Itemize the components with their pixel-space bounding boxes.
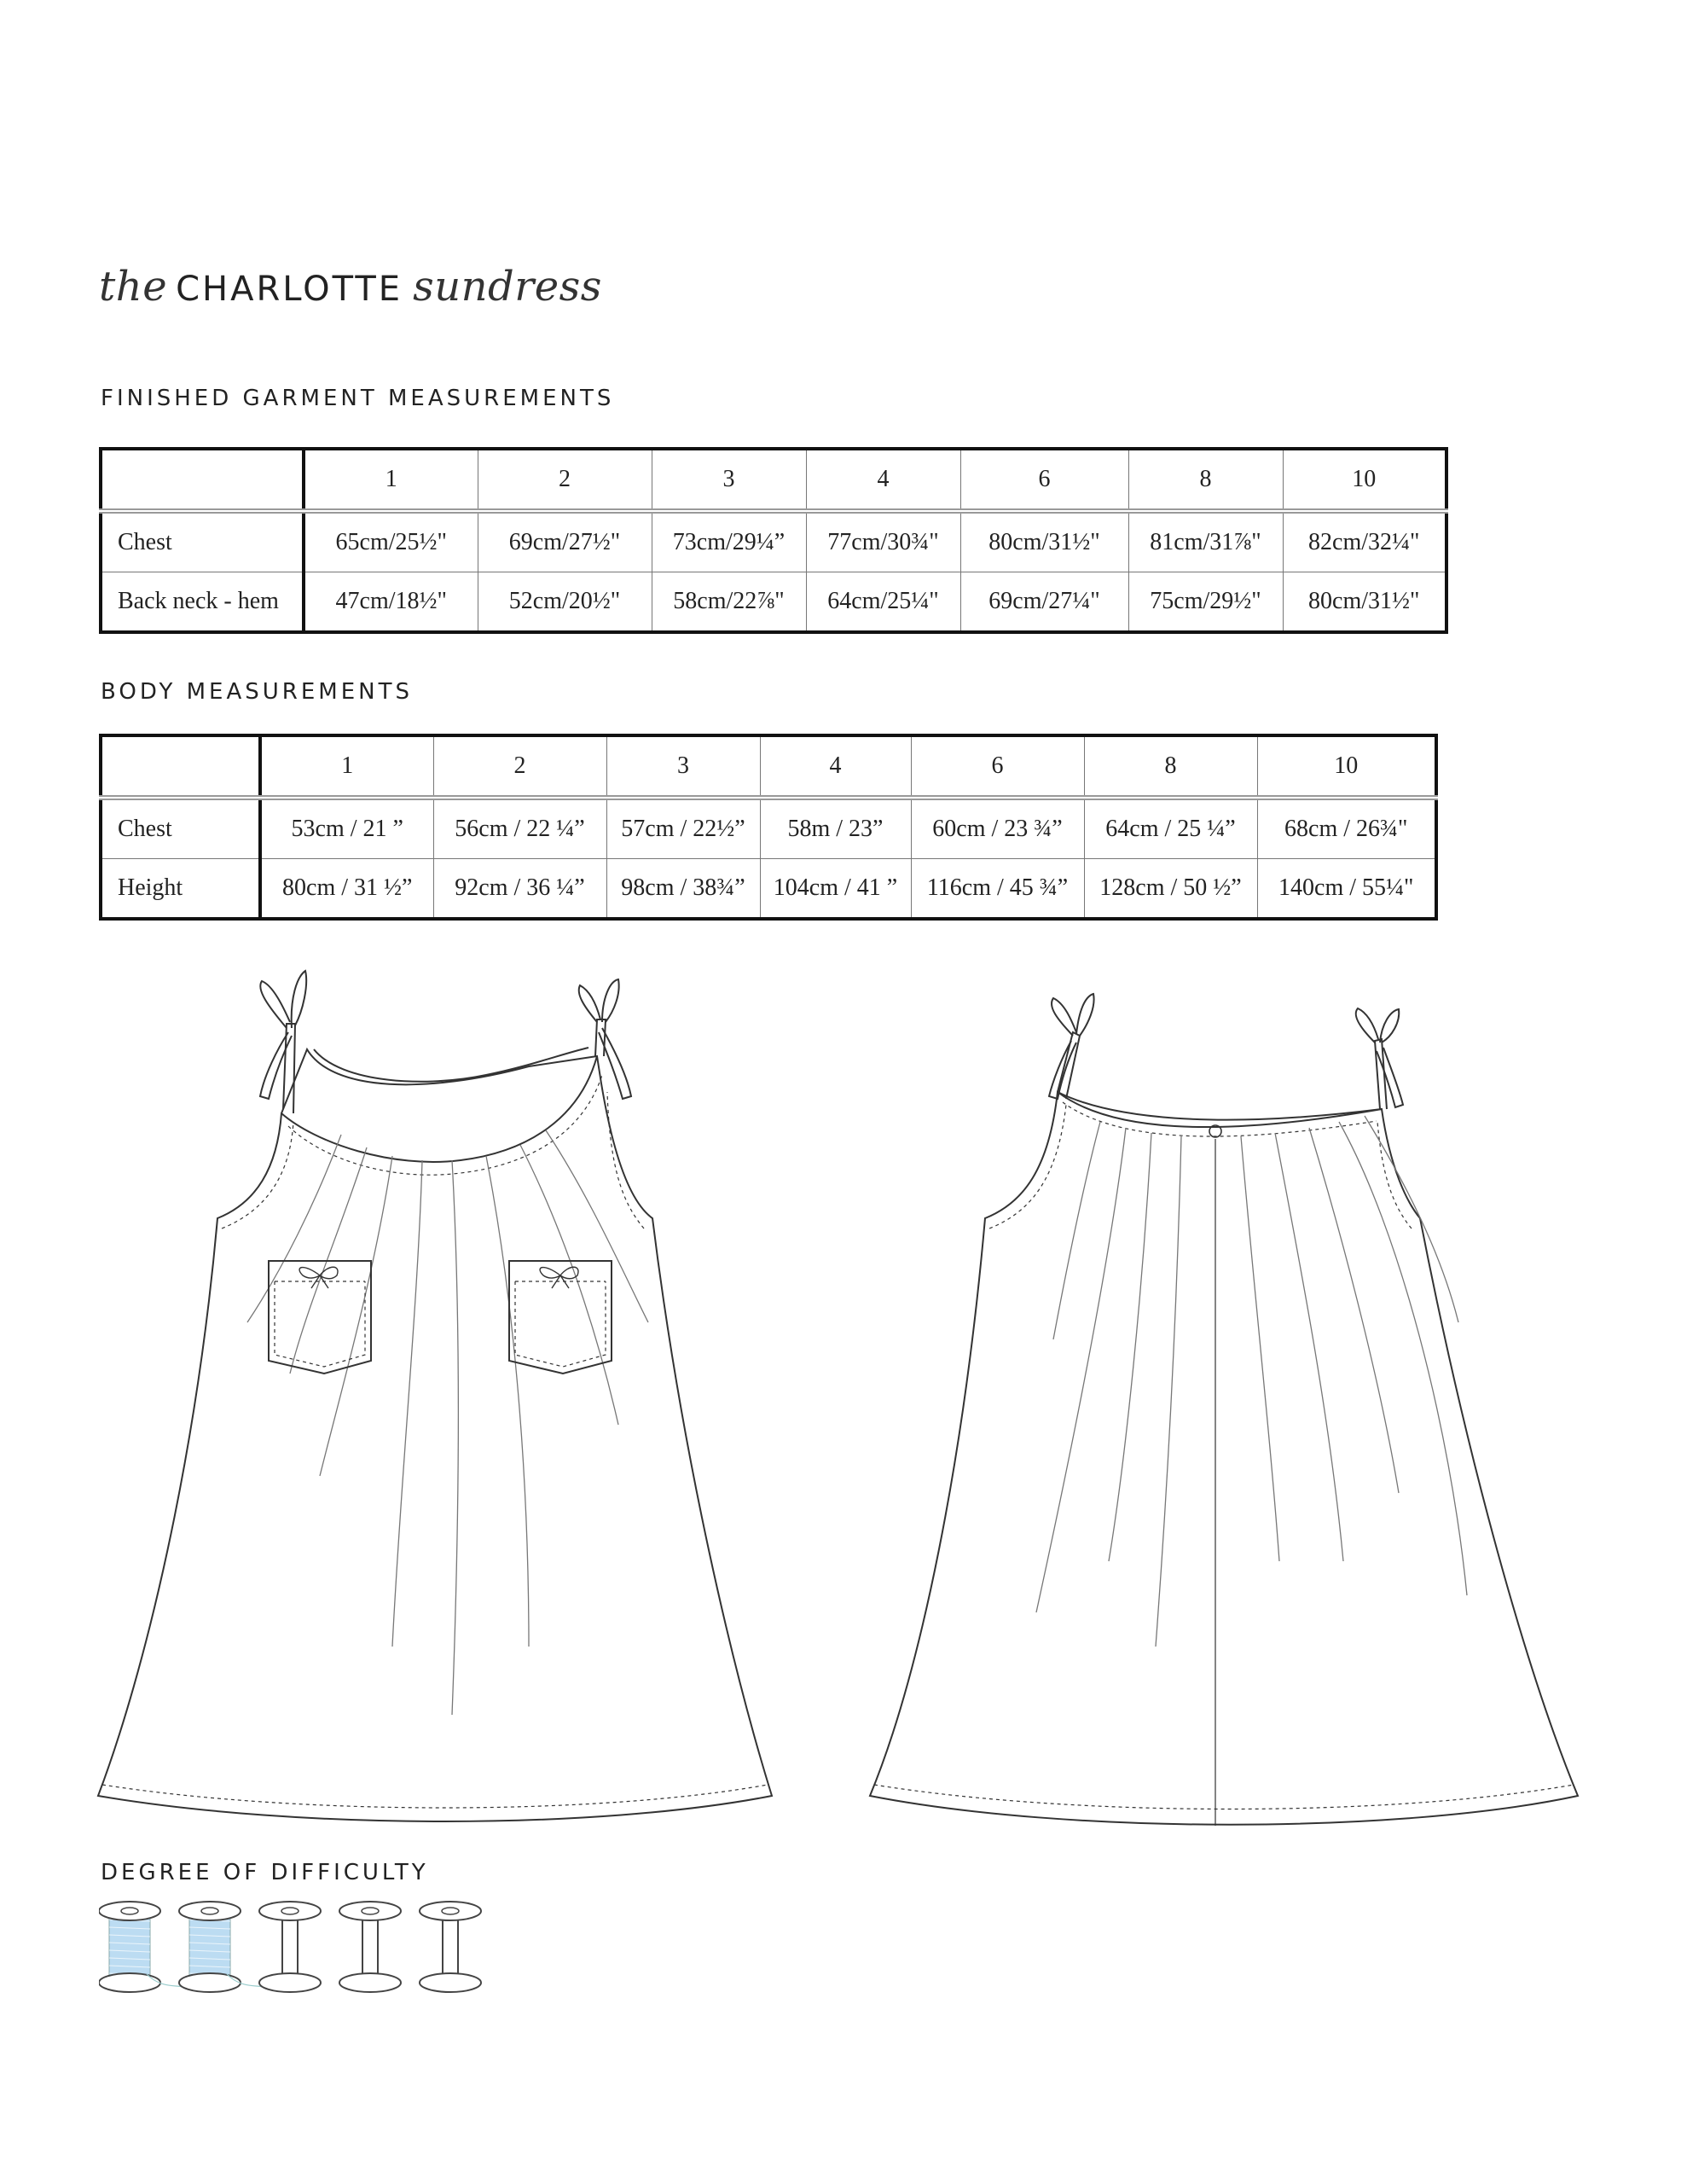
finished-measurements-table xyxy=(99,447,1448,634)
table-cell: 56cm / 22 ¼” xyxy=(433,798,606,859)
thread-spool-filled-icon xyxy=(179,1902,270,1992)
thread-spool-empty-icon xyxy=(339,1902,401,1992)
table-row xyxy=(101,859,1436,920)
size-header: 4 xyxy=(806,449,960,511)
finished-measurements-heading: FINISHED GARMENT MEASUREMENTS xyxy=(101,386,615,411)
body-measurements-heading: BODY MEASUREMENTS xyxy=(101,679,413,705)
size-header: 2 xyxy=(478,449,652,511)
dress-back-illustration xyxy=(853,947,1595,1851)
table-cell: 58m / 23” xyxy=(760,798,911,859)
table-header-row xyxy=(101,449,1446,511)
table-cell: 75cm/29½" xyxy=(1128,572,1283,633)
title-name: CHARLOTTE xyxy=(176,270,403,309)
size-header: 3 xyxy=(652,449,806,511)
table-cell: 73cm/29¼” xyxy=(652,511,806,572)
dress-front-illustration xyxy=(85,947,785,1851)
table-cell: 64cm/25¼" xyxy=(806,572,960,633)
table-cell: 57cm / 22½” xyxy=(606,798,760,859)
table-cell: 116cm / 45 ¾” xyxy=(911,859,1084,920)
table-cell: 53cm / 21 ” xyxy=(260,798,433,859)
size-header: 8 xyxy=(1084,735,1257,798)
table-header-row xyxy=(101,735,1436,798)
title-suffix: sundress xyxy=(413,263,602,311)
spool-group xyxy=(99,1902,481,1992)
table-row xyxy=(101,511,1446,572)
table-cell: 140cm / 55¼" xyxy=(1257,859,1436,920)
body-measurements-table xyxy=(99,734,1438,921)
table-cell: 47cm/18½" xyxy=(304,572,478,633)
difficulty-heading: DEGREE OF DIFFICULTY xyxy=(101,1860,429,1885)
table-cell: 69cm/27½" xyxy=(478,511,652,572)
size-header: 10 xyxy=(1257,735,1436,798)
table-cell: 92cm / 36 ¼” xyxy=(433,859,606,920)
table-cell: 128cm / 50 ½” xyxy=(1084,859,1257,920)
pattern-title xyxy=(99,263,602,331)
table-cell: 52cm/20½" xyxy=(478,572,652,633)
thread-spool-empty-icon xyxy=(420,1902,481,1992)
header-empty-cell xyxy=(101,449,304,511)
header-empty-cell xyxy=(101,735,260,798)
size-header: 10 xyxy=(1283,449,1446,511)
title-prefix: the xyxy=(99,263,168,311)
table-cell: 77cm/30¾" xyxy=(806,511,960,572)
table-cell: 69cm/27¼" xyxy=(960,572,1128,633)
size-header: 4 xyxy=(760,735,911,798)
table-cell: 104cm / 41 ” xyxy=(760,859,911,920)
table-cell: 60cm / 23 ¾” xyxy=(911,798,1084,859)
table-cell: 65cm/25½" xyxy=(304,511,478,572)
size-header: 2 xyxy=(433,735,606,798)
table-cell: 98cm / 38¾” xyxy=(606,859,760,920)
table-cell: 80cm/31½" xyxy=(960,511,1128,572)
thread-spool-filled-icon xyxy=(99,1902,189,1992)
size-header: 3 xyxy=(606,735,760,798)
size-header: 1 xyxy=(260,735,433,798)
size-header: 6 xyxy=(911,735,1084,798)
table-row xyxy=(101,572,1446,633)
table-cell: 80cm / 31 ½” xyxy=(260,859,433,920)
size-header: 1 xyxy=(304,449,478,511)
row-label: Back neck - hem xyxy=(101,572,304,633)
table-cell: 82cm/32¼" xyxy=(1283,511,1446,572)
table-cell: 68cm / 26¾" xyxy=(1257,798,1436,859)
size-header: 8 xyxy=(1128,449,1283,511)
table-cell: 81cm/31⅞" xyxy=(1128,511,1283,572)
table-cell: 80cm/31½" xyxy=(1283,572,1446,633)
size-header: 6 xyxy=(960,449,1128,511)
table-cell: 58cm/22⅞" xyxy=(652,572,806,633)
row-label: Chest xyxy=(101,798,260,859)
difficulty-rating xyxy=(99,1897,491,2000)
row-label: Chest xyxy=(101,511,304,572)
row-label: Height xyxy=(101,859,260,920)
thread-spool-empty-icon xyxy=(259,1902,321,1992)
table-cell: 64cm / 25 ¼” xyxy=(1084,798,1257,859)
table-row xyxy=(101,798,1436,859)
